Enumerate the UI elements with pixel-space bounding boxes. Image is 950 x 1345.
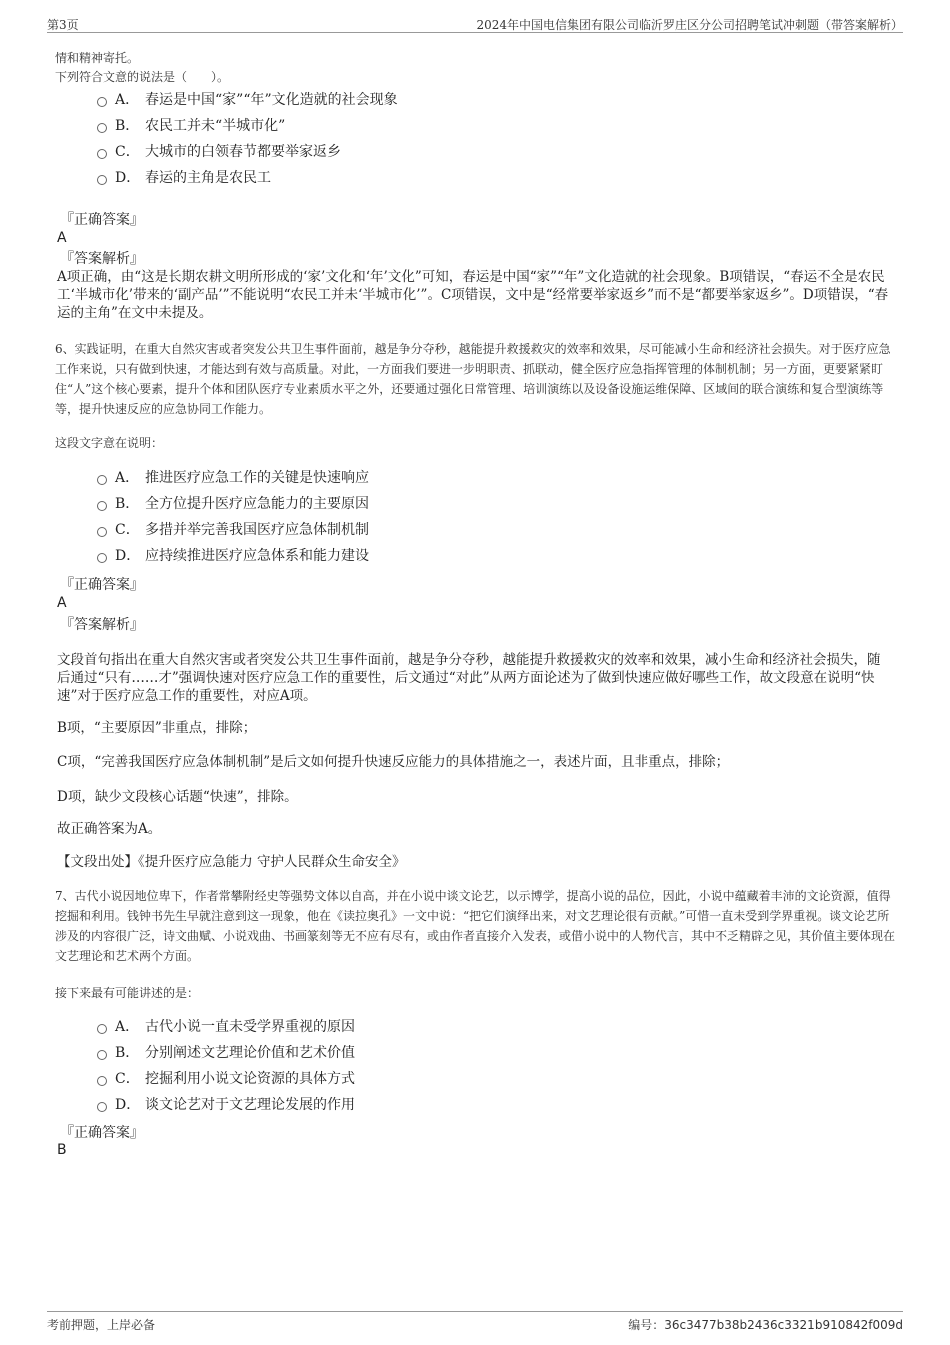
q6-option-a[interactable]: A． 推进医疗应急工作的关键是快速响应 — [97, 468, 369, 488]
q6-source: 【文段出处】《提升医疗应急能力 守护人民群众生命安全》 — [57, 854, 406, 870]
q5-option-c[interactable]: C． 大城市的白领春节都要举家返乡 — [97, 142, 341, 162]
q7-option-a[interactable]: A． 古代小说一直未受学界重视的原因 — [97, 1017, 355, 1037]
radio-icon[interactable] — [97, 1102, 107, 1112]
radio-icon[interactable] — [97, 553, 107, 563]
q7-option-b[interactable]: B． 分别阐述文艺理论价值和艺术价值 — [97, 1043, 355, 1063]
q6-stem: 6、实践证明，在重大自然灾害或者突发公共卫生事件面前，越是争分夺秒，越能提升救援救灾的效率和效果，尽可能减小生命和经济社会损失。对于医疗应急工作来说，只有做到快速，才能达到有效与高质量。对此，一方面我们要进一步明职责、抓联动，健全医疗应急指挥管理的体制机制；另一方面，更要紧紧盯住“人”这个核心要素，提升个体和团队医疗专业素质水平之外，还要通过强化日常管理、培训演练以及设备设施运维保障、区域间的联合演练和复合型演练等等，提升快速反应的应急协同工作能力。 — [55, 342, 891, 416]
radio-icon[interactable] — [97, 527, 107, 537]
q6-analysis-para3: C项，“完善我国医疗应急体制机制”是后文如何提升快速反应能力的具体措施之一，表述片面，且非重点，排除； — [57, 754, 730, 770]
q6-analysis-label: 『答案解析』 — [60, 617, 144, 633]
radio-icon[interactable] — [97, 501, 107, 511]
q7-option-d[interactable]: D． 谈文论艺对于文艺理论发展的作用 — [97, 1095, 355, 1115]
q7-question: 接下来最有可能讲述的是： — [55, 986, 200, 1000]
radio-icon[interactable] — [97, 1076, 107, 1086]
q5-option-a[interactable]: A． 春运是中国“家”“年”文化造就的社会现象 — [97, 90, 398, 110]
q5-option-d[interactable]: D． 春运的主角是农民工 — [97, 168, 271, 188]
q6-option-c[interactable]: C． 多措并举完善我国医疗应急体制机制 — [97, 520, 369, 540]
q6-analysis-para2: B项，“主要原因”非重点，排除； — [57, 720, 257, 736]
radio-icon[interactable] — [97, 1050, 107, 1060]
q6-option-d[interactable]: D． 应持续推进医疗应急体系和能力建设 — [97, 546, 369, 566]
q5-analysis: A项正确，由“这是长期农耕文明所形成的‘家’文化和‘年’文化”可知，春运是中国“家”“年”文化造就的社会现象。B项错误，“春运不全是农民工‘半城市化’带来的‘副产品’”不能说明“农民工并未‘半城市化’”。C项错误，文中是“经常要举家返乡”而不是“都要举家返乡”。D项错误，“春运的主角”在文中未提及。 — [57, 269, 889, 321]
page-number: 第3页 — [47, 18, 79, 32]
q7-option-c[interactable]: C． 挖掘利用小说文论资源的具体方式 — [97, 1069, 355, 1089]
q6-answer: A — [57, 595, 67, 611]
q6-correct-label: 『正确答案』 — [60, 577, 144, 593]
q5-option-b[interactable]: B． 农民工并未“半城市化” — [97, 116, 285, 136]
footer-slogan: 考前押题，上岸必备 — [47, 1318, 156, 1332]
q5-answer: A — [57, 230, 67, 246]
q5-intro-line1: 情和精神寄托。 — [55, 51, 140, 65]
footer-code: 编号：36c3477b38b2436c3321b910842f009d — [628, 1318, 903, 1332]
q7-correct-label: 『正确答案』 — [60, 1125, 144, 1141]
q7-stem: 7、古代小说因地位卑下，作者常攀附经史等强势文体以自高，并在小说中谈文论艺，以示博学，提高小说的品位，因此，小说中蕴藏着丰沛的文论资源，值得挖掘和利用。钱钟书先生早就注意到这一现象，他在《读拉奥孔》一文中说：“把它们演绎出来，对文艺理论很有贡献。”可惜一直未受到学界重视。谈文论艺所涉及的内容很广泛，诗文曲赋、小说戏曲、书画篆刻等无不应有尽有，或由作者直接介入发表，或借小说中的人物代言，其中不乏精辟之见，其价值主要体现在文艺理论和艺术两个方面。 — [55, 889, 896, 963]
page-footer — [47, 1311, 903, 1334]
q6-analysis-para5: 故正确答案为A。 — [57, 821, 162, 837]
q6-question: 这段文字意在说明： — [55, 436, 164, 450]
q5-analysis-label: 『答案解析』 — [60, 251, 144, 267]
radio-icon[interactable] — [97, 149, 107, 159]
q7-answer: B — [57, 1142, 67, 1158]
radio-icon[interactable] — [97, 123, 107, 133]
q5-intro-line2: 下列符合文意的说法是（ ）。 — [55, 70, 230, 84]
document-title: 2024年中国电信集团有限公司临沂罗庄区分公司招聘笔试冲刺题（带答案解析） — [476, 18, 903, 32]
q5-correct-label: 『正确答案』 — [60, 212, 144, 228]
q6-option-b[interactable]: B． 全方位提升医疗应急能力的主要原因 — [97, 494, 369, 514]
radio-icon[interactable] — [97, 475, 107, 485]
radio-icon[interactable] — [97, 175, 107, 185]
page-header — [47, 14, 903, 33]
q6-analysis-para4: D项，缺少文段核心话题“快速”，排除。 — [57, 789, 298, 805]
radio-icon[interactable] — [97, 1024, 107, 1034]
radio-icon[interactable] — [97, 97, 107, 107]
q6-analysis-para1: 文段首句指出在重大自然灾害或者突发公共卫生事件面前，越是争分夺秒，越能提升救援救灾的效率和效果，减小生命和经济社会损失，随后通过“只有……才”强调快速对医疗应急工作的重要性，后文通过“对此”从两方面论述为了做到快速应做好哪些工作，故文段意在说明“快速”对于医疗应急工作的重要性，对应A项。 — [57, 652, 881, 704]
